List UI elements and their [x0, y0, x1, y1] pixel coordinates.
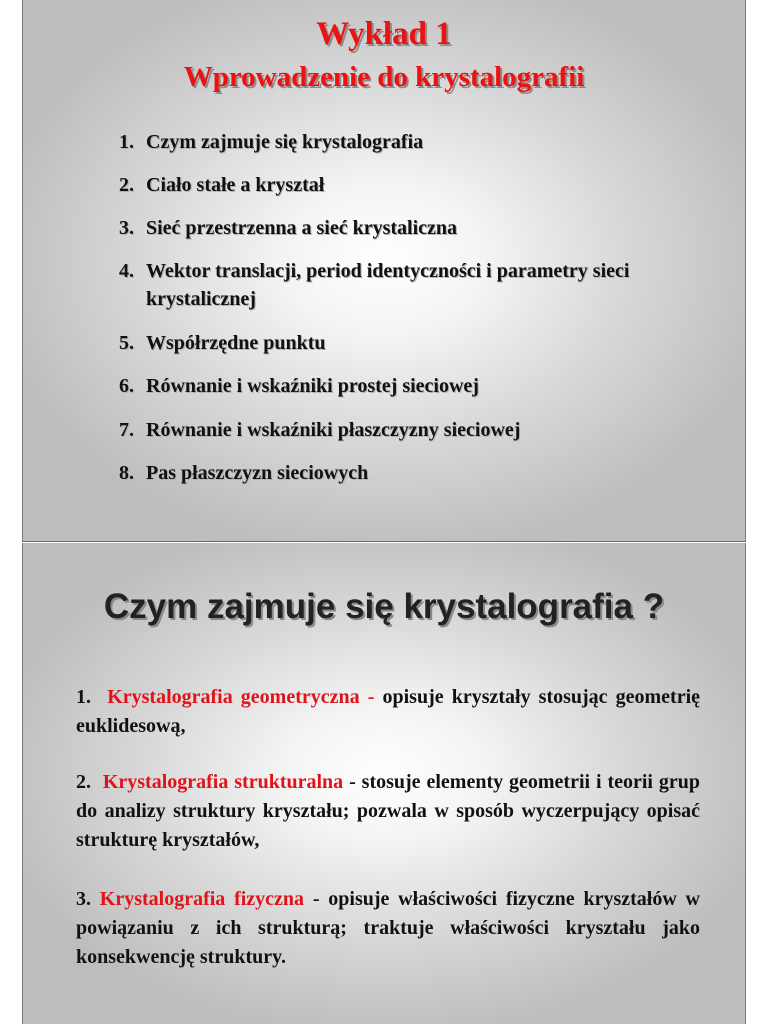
highlighted-term: Krystalografia geometryczna - [107, 686, 375, 708]
outline-item-text: Współrzędne punktu [146, 332, 326, 354]
outline-item-number: 7. [119, 419, 134, 441]
paragraph-number: 1. [76, 686, 91, 708]
outline-item-text: Wektor translacji, period identyczności i parametry sieci krystalicznej [146, 260, 630, 310]
outline-item [119, 257, 709, 313]
paragraph-number: 3. [76, 888, 91, 910]
outline-item [119, 416, 709, 444]
outline-item-text: Pas płaszczyzn sieciowych [146, 462, 369, 484]
slide-title: Wykład 1 [316, 16, 452, 52]
paragraph-text: - opisuje właściwości fizyczne kryształów w powiązaniu z ich strukturą; traktuje właściwości kryształu jako konsekwencję struktury. [76, 888, 700, 968]
slide-what-is-crystallography [22, 543, 746, 1024]
slide-subtitle: Wprowadzenie do krystalografii [183, 61, 585, 93]
outline-item-text: Sieć przestrzenna a sieć krystaliczna [146, 217, 458, 239]
paragraph-number: 2. [76, 771, 91, 793]
outline-item-text: Równanie i wskaźniki prostej sieciowej [146, 375, 479, 397]
outline-item-number: 5. [119, 332, 134, 354]
definition-paragraph [76, 885, 700, 972]
outline-item [119, 128, 709, 156]
outline-item-number: 3. [119, 217, 134, 239]
outline-item [119, 329, 709, 357]
outline-item-text: Czym zajmuje się krystalografia [146, 131, 424, 153]
slide-title: Czym zajmuje się krystalografia ? [103, 587, 665, 626]
outline-item [119, 459, 709, 487]
definition-paragraph [76, 683, 700, 741]
outline-item-number: 2. [119, 174, 134, 196]
outline-item-number: 4. [119, 260, 134, 282]
outline-item-number: 6. [119, 375, 134, 397]
outline-item-number: 1. [119, 131, 134, 153]
outline-item-text: Równanie i wskaźniki płaszczyzny sieciowej [146, 419, 521, 441]
paragraph-text: - stosuje elementy geometrii i teorii grup do analizy struktury kryształu; pozwala w sposób wyczerpujący opisać strukturę kryształów, [76, 771, 701, 851]
slide-lecture-outline [22, 0, 746, 542]
definition-paragraph [76, 768, 700, 855]
outline-item [119, 171, 709, 199]
highlighted-term: Krystalografia strukturalna [102, 771, 344, 793]
paragraph-text: opisuje kryształy stosując geometrię euklidesową, [76, 686, 701, 737]
outline-item [119, 372, 709, 400]
outline-item-text: Ciało stałe a kryształ [146, 174, 325, 196]
outline-item [119, 214, 709, 242]
highlighted-term: Krystalografia fizyczna [99, 888, 305, 910]
outline-item-number: 8. [119, 462, 134, 484]
